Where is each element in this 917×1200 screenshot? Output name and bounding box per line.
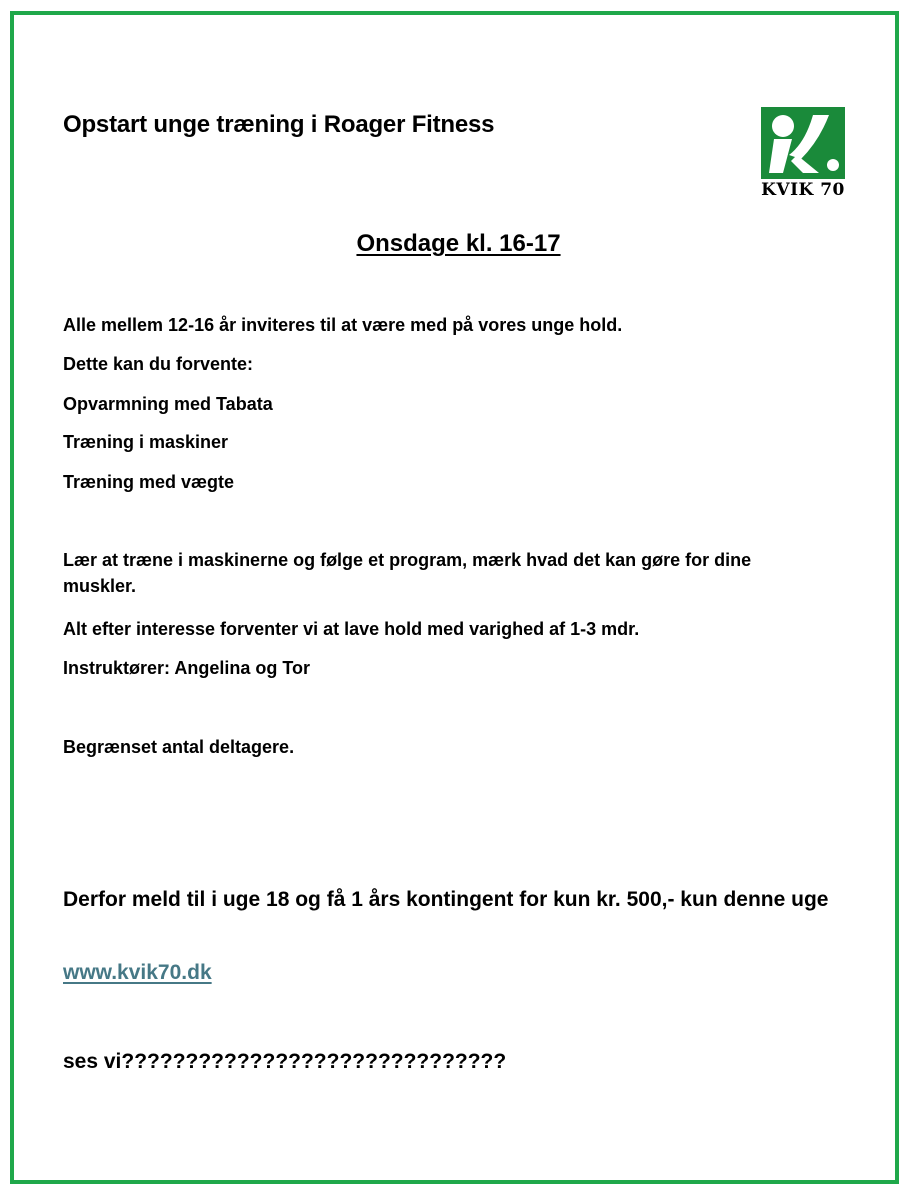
offer-text: Derfor meld til i uge 18 og få 1 års kontingent for kun kr. 500,- kun denne uge bbox=[63, 888, 829, 911]
logo-text: KVIK 70 bbox=[761, 180, 845, 200]
invitation-text: Alle mellem 12-16 år inviteres til at være med på vores unge hold. bbox=[63, 315, 623, 335]
running-figure-icon bbox=[761, 107, 845, 179]
closing-text: ses vi?????????????????????????????? bbox=[63, 1050, 507, 1073]
schedule-heading: Onsdage kl. 16-17 bbox=[356, 230, 561, 257]
list-item: Opvarmning med Tabata bbox=[63, 394, 273, 414]
website-link[interactable]: www.kvik70.dk bbox=[63, 961, 212, 984]
instructors-text: Instruktører: Angelina og Tor bbox=[63, 658, 311, 678]
expect-heading: Dette kan du forvente: bbox=[63, 354, 254, 374]
page-title: Opstart unge træning i Roager Fitness bbox=[63, 111, 495, 138]
limited-text: Begrænset antal deltagere. bbox=[63, 737, 295, 757]
learn-text: Lær at træne i maskinerne og følge et program, mærk hvad det kan gøre for dine muskler. bbox=[63, 550, 752, 596]
list-item: Træning i maskiner bbox=[63, 432, 229, 452]
duration-text: Alt efter interesse forventer vi at lave hold med varighed af 1-3 mdr. bbox=[63, 619, 640, 639]
kvik70-logo bbox=[758, 104, 848, 200]
list-item: Træning med vægte bbox=[63, 472, 235, 492]
logo-icon bbox=[761, 107, 845, 179]
